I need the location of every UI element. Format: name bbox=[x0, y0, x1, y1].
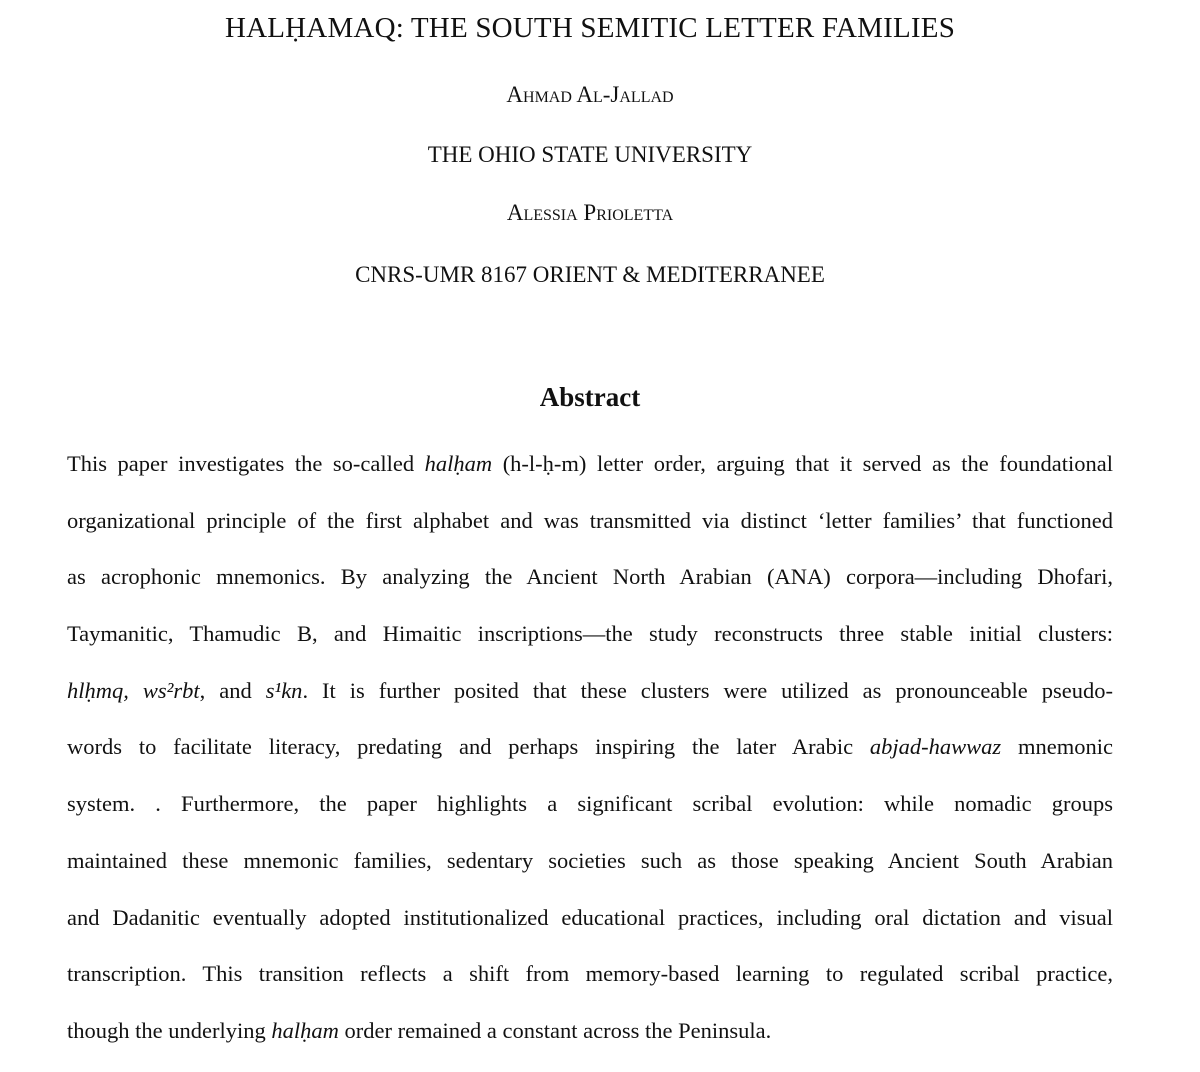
abstract-line bbox=[67, 1007, 1113, 1064]
abstract-body bbox=[67, 440, 1113, 1064]
abstract-line bbox=[67, 837, 1113, 894]
abstract-line bbox=[67, 667, 1113, 724]
abstract-line bbox=[67, 497, 1113, 554]
abstract-line bbox=[67, 723, 1113, 780]
abstract-text: organizational principle of the first alphabet and was transmitted via distinct ‘letter families’ that functioned bbox=[67, 507, 1113, 533]
abstract-text: words to facilitate literacy, predating and perhaps inspiring the later Arabic bbox=[67, 734, 870, 760]
abstract-line bbox=[67, 440, 1113, 497]
paper-title: HALḤAMAQ: THE SOUTH SEMITIC LETTER FAMILIES bbox=[224, 12, 956, 44]
abstract-italic-term: s¹kn bbox=[265, 677, 303, 703]
abstract-text: and Dadanitic eventually adopted institutionalized educational practices, including oral dictation and visual bbox=[67, 904, 1113, 930]
author-name: Alessia Prioletta bbox=[506, 200, 674, 225]
abstract-line bbox=[67, 950, 1113, 1007]
abstract-text: maintained these mnemonic families, sedentary societies such as those speaking Ancient South Arabian bbox=[67, 847, 1113, 873]
abstract-italic-term: abjad-hawwaz bbox=[869, 734, 1002, 760]
abstract-italic-term: halḥam bbox=[271, 1017, 339, 1043]
abstract-line bbox=[67, 610, 1113, 667]
author-affiliation: THE OHIO STATE UNIVERSITY bbox=[427, 142, 753, 167]
abstract-text: This paper investigates the so-called bbox=[67, 451, 425, 476]
abstract-italic-term: hlḥmq, ws²rbt bbox=[67, 677, 200, 703]
abstract-text: system. . Furthermore, the paper highlights a significant scribal evolution: while nomadic groups bbox=[67, 791, 1113, 817]
abstract-line bbox=[67, 894, 1113, 951]
abstract-text: though the underlying bbox=[67, 1017, 272, 1043]
abstract-text: order remained a constant across the Peninsula. bbox=[338, 1017, 772, 1043]
abstract-heading: Abstract bbox=[539, 382, 641, 412]
abstract-text: Taymanitic, Thamudic B, and Himaitic inscriptions—the study reconstructs three stable initial clusters: bbox=[67, 621, 1113, 647]
abstract-text: (h-l-ḥ-m) letter order, arguing that it served as the foundational bbox=[492, 451, 1113, 476]
abstract-text: , and bbox=[199, 677, 266, 703]
author-affiliation: CNRS-UMR 8167 ORIENT & MEDITERRANEE bbox=[355, 262, 825, 287]
abstract-text: as acrophonic mnemonics. By analyzing the Ancient North Arabian (ANA) corpora—including Dhofari, bbox=[67, 564, 1113, 590]
abstract-text: . It is further posited that these clusters were utilized as pronounceable pseudo- bbox=[302, 677, 1113, 703]
author-name: Ahmad Al-Jallad bbox=[506, 82, 674, 107]
abstract-line bbox=[67, 553, 1113, 610]
abstract-text: mnemonic bbox=[1001, 734, 1113, 760]
abstract-italic-term: halḥam bbox=[424, 451, 493, 476]
abstract-text: transcription. This transition reflects a shift from memory-based learning to regulated scribal practice, bbox=[67, 961, 1113, 987]
abstract-line bbox=[67, 780, 1113, 837]
